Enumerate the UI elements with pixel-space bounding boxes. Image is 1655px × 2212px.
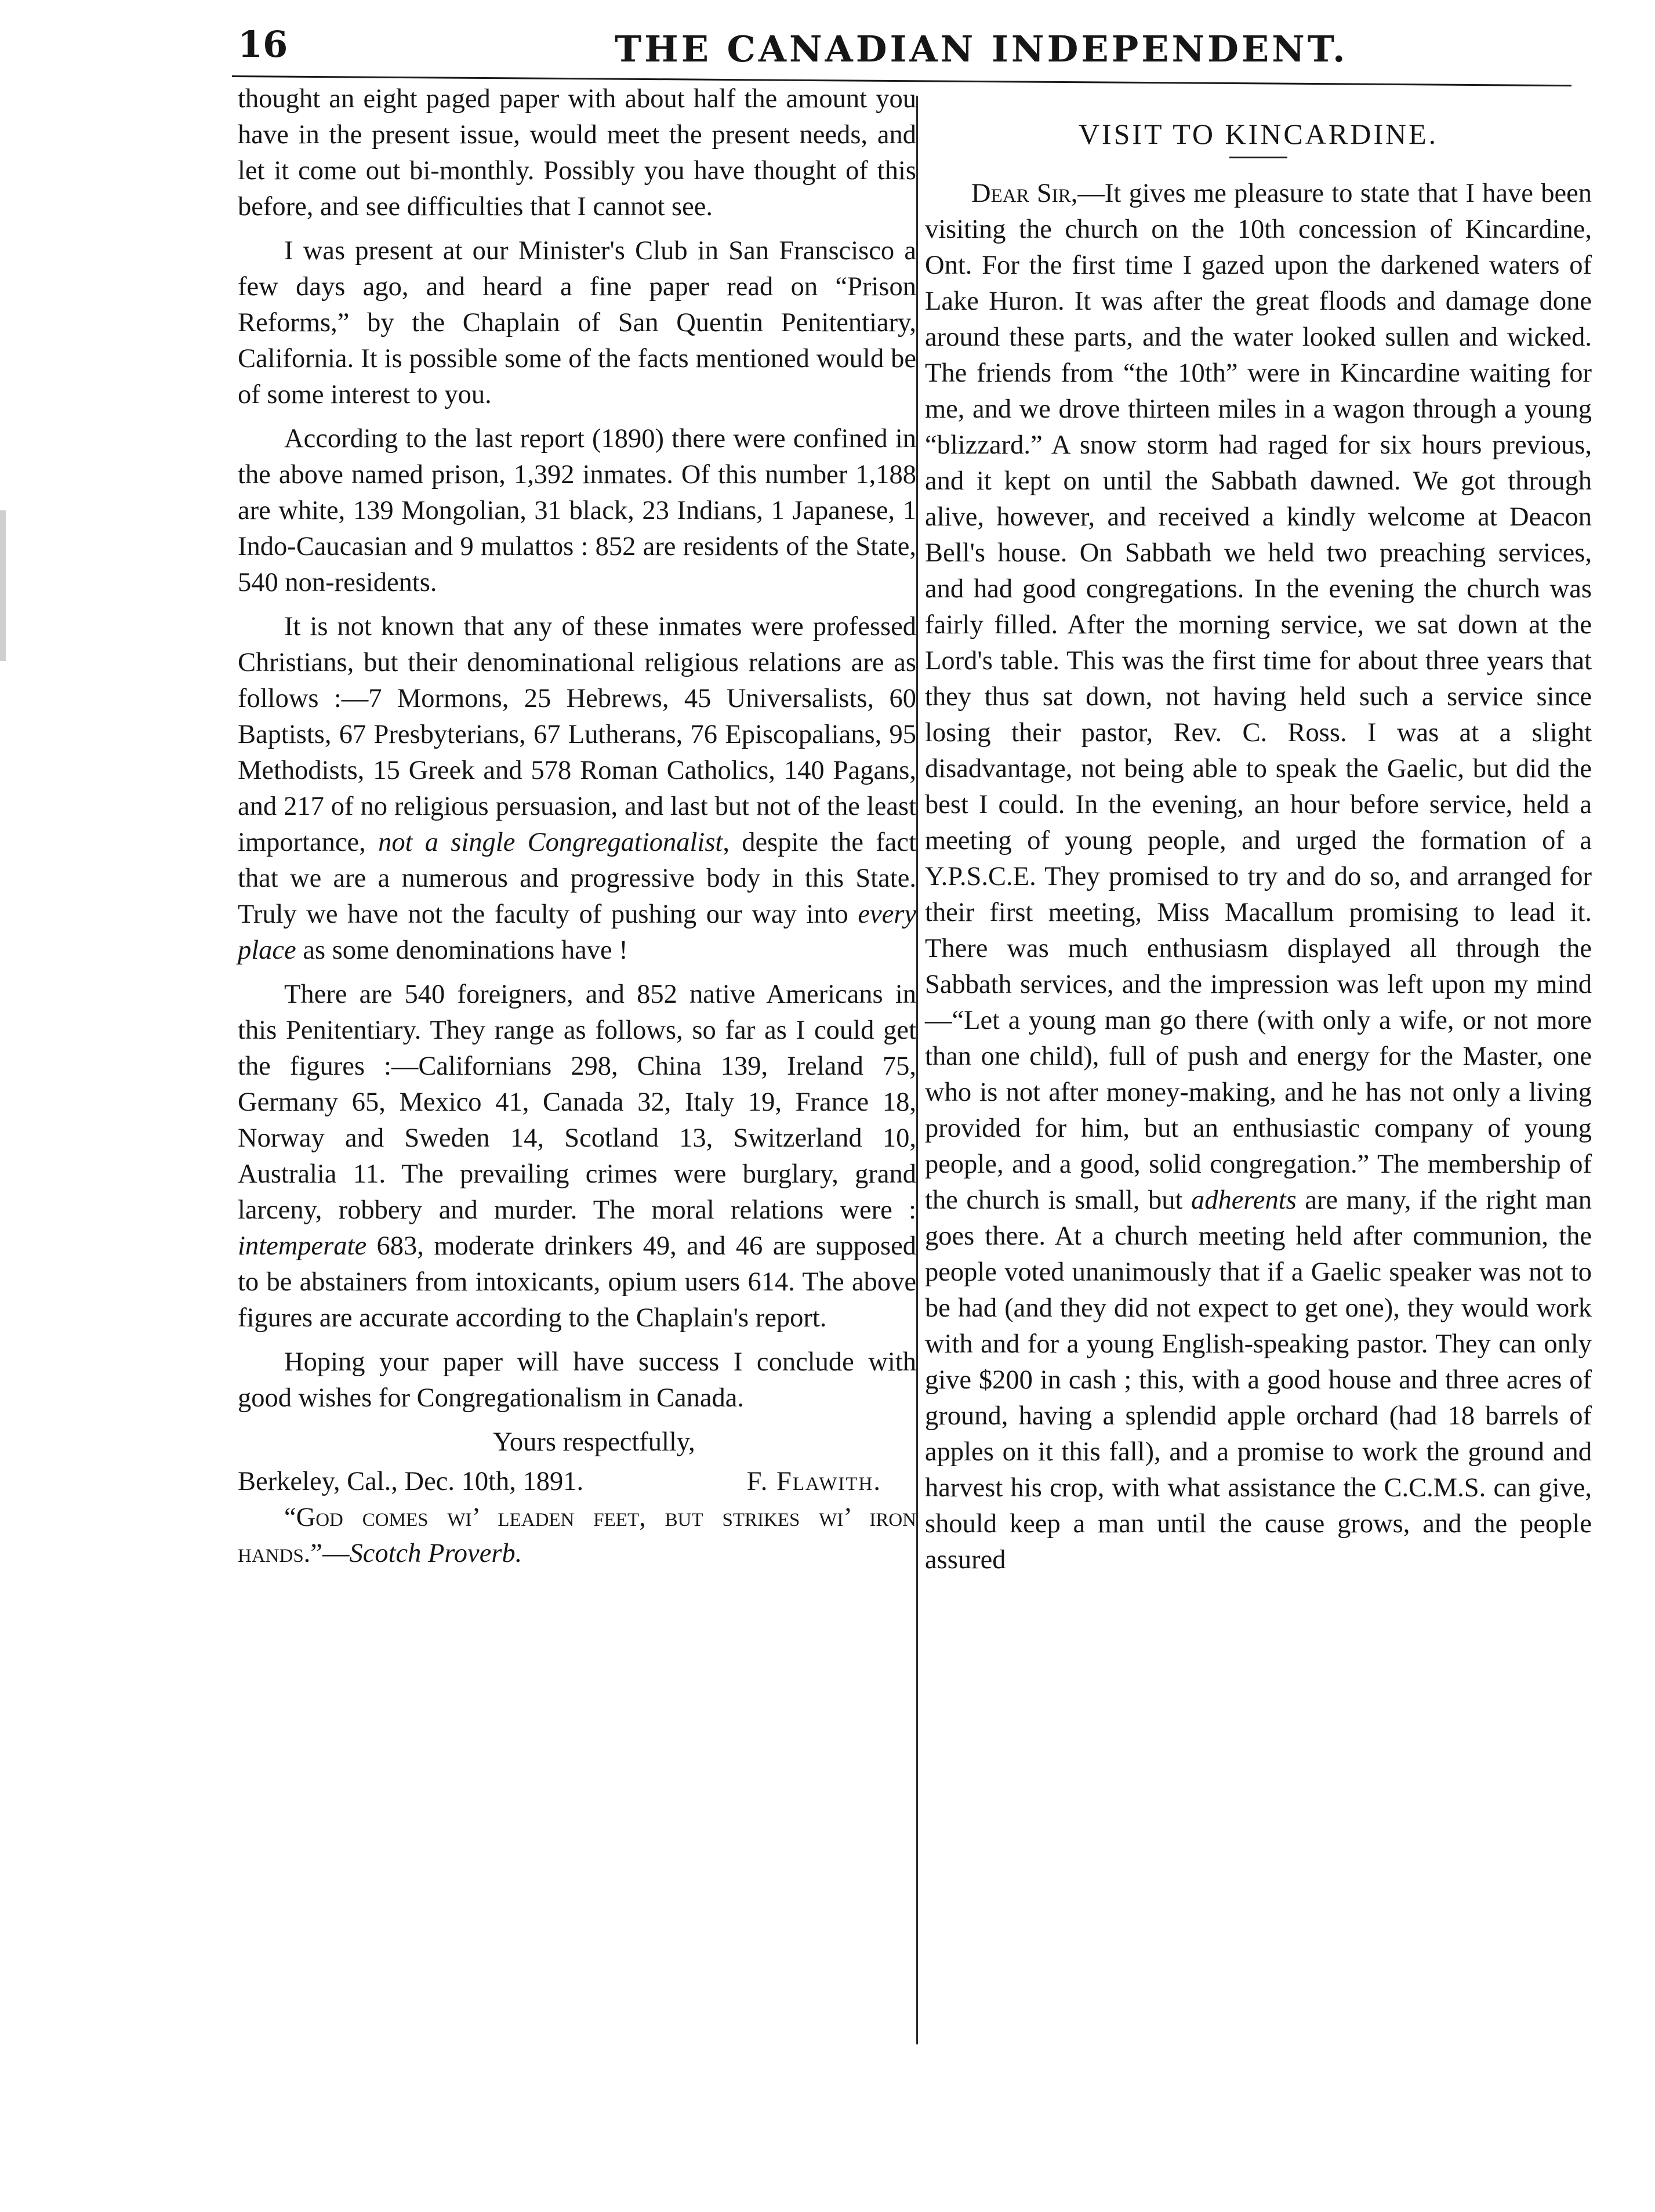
paragraph-kincardine [925,176,1592,1578]
letter-salutation: Dear Sir, [971,179,1078,208]
kincardine-text-2: are many, if the right man goes there. At a church meeting held after communion, the people voted unanimously that if a Gaelic speaker was not to be had (and they did not expect to get one), they would work with and for a young English-speaking pastor. They can only give $200 in cash ; this, with a good house and three acres of ground, having a splendid apple orchard (had 18 barrels of apples on it this fall), and a promise to work the ground and harvest his crop, with what assistance the C.C.M.S. can give, should keep a man until the cause grows, and the people assured [925,1185,1592,1575]
paragraph-continued: thought an eight paged paper with about half the amount you have in the present issue, would meet the present needs, and let it come out bi-monthly. Possibly you have thought of this before, and see difficulties that I cannot see. [238,84,916,222]
right-column [925,110,1592,1586]
religion-text-2: , despite the fact that we are a numerous and progressive body in this State. Truly we have not the faculty of pushing our way into [238,828,916,929]
signature-row [238,1464,916,1500]
column-rule [916,96,918,2044]
paragraph-closing: Hoping your paper will have success I conclude with good wishes for Congregationalism in Canada. [238,1347,916,1413]
salutation: Yours respectfully, [493,1427,695,1457]
crime-emphasis: intemperate [238,1231,367,1261]
page-number: 16 [238,23,288,66]
letter-closing [238,1424,916,1500]
paragraph-religious-relations [238,609,916,969]
running-head: THE CANADIAN INDEPENDENT. [615,28,1348,70]
signature: F. Flawith. [746,1467,881,1496]
place-date: Berkeley, Cal., Dec. 10th, 1891. [238,1467,584,1496]
article-title: VISIT TO KINCARDINE. [1078,118,1439,150]
proverb-source: Scotch Proverb. [349,1539,522,1568]
crime-text-1: There are 540 foreigners, and 852 native Americans in this Penitentiary. They range as follows, so far as I could get the figures :—Californians 298, China 139, Ireland 75, Germany 65, Mexico 41, Canada 32, Italy 19, France 18, Norway and Sweden 14, Scotland 13, Switzerland 10, Australia 11. The prevailing crimes were burglary, grand larceny, robbery and murder. The moral relations were : [238,980,916,1225]
proverb-quote: “God comes wi’ leaden feet, but strikes wi’ iron hands.”— [238,1503,916,1568]
proverb [238,1500,916,1572]
religion-emphasis-2: every place [238,900,916,965]
title-rule [1229,157,1287,158]
kincardine-emphasis: adherents [1191,1185,1297,1215]
religion-emphasis-1: not a single Congregationalist [378,828,723,857]
crime-text-2: 683, moderate drinkers 49, and 46 are supposed to be abstainers from intoxicants, opium users 614. The above figures are accurate according to the Chaplain's report. [238,1231,916,1333]
kincardine-text-1: —It gives me pleasure to state that I have been visiting the church on the 10th concession of Kincardine, Ont. For the first time I gazed upon the darkened waters of Lake Huron. It was after the great floods and damage done around these parts, and the water looked sullen and wicked. The friends from “the 10th” were in Kincardine waiting for me, and we drove thirteen miles in a wagon through a young “blizzard.” A snow storm had raged for six hours previous, and it kept on until the Sabbath dawned. We got through alive, however, and received a kindly welcome at Deacon Bell's house. On Sabbath we held two preaching services, and had good congregations. In the evening the church was fairly filled. After the morning service, we sat down at the Lord's table. This was the first time for about three years that they thus sat down, not having held such a service since losing their pastor, Rev. C. Ross. I was at a slight disadvantage, not being able to speak the Gaelic, but did the best I could. In the evening, an hour before service, held a meeting of young people, and urged the formation of a Y.P.S.C.E. They promised to try and do so, and arranged for their first meeting, Miss Macallum promising to lead it. There was much enthusiasm displayed all through the Sabbath services, and the impression was left upon my mind—“Let a young man go there (with only a wife, or not more than one child), full of push and energy for the Master, one who is not after money-making, and he has not only a living provided for him, but an enthusiastic company of young people, and a good, solid congregation.” The membership of the church is small, but [925,179,1592,1215]
paragraph-inmate-counts: According to the last report (1890) there were confined in the above named prison, 1,392 inmates. Of this number 1,188 are white, 139 Mongolian, 31 black, 23 Indians, 1 Japanese, 1 Indo-Caucasian and 9 mulattos : 852 are residents of the State, 540 non-residents. [238,424,916,597]
religion-text-1: It is not known that any of these inmates were professed Christians, but their denominational religious relations are as follows :—7 Mormons, 25 Hebrews, 45 Universalists, 60 Baptists, 67 Presbyterians, 67 Lutherans, 76 Episcopalians, 95 Methodists, 15 Greek and 578 Roman Catholics, 140 Pagans, and 217 of no religious persuasion, and last but not of the least importance, [238,612,916,857]
paragraph-crimes [238,977,916,1336]
paragraph-ministers-club: I was present at our Minister's Club in San Franscisco a few days ago, and heard a fine paper read on “Prison Reforms,” by the Chaplain of San Quentin Penitentiary, California. It is possible some of the facts mentioned would be of some interest to you. [238,236,916,409]
religion-text-3: as some denominations have ! [296,935,628,965]
left-column [238,81,916,1580]
scan-margin-shadow [0,510,6,661]
